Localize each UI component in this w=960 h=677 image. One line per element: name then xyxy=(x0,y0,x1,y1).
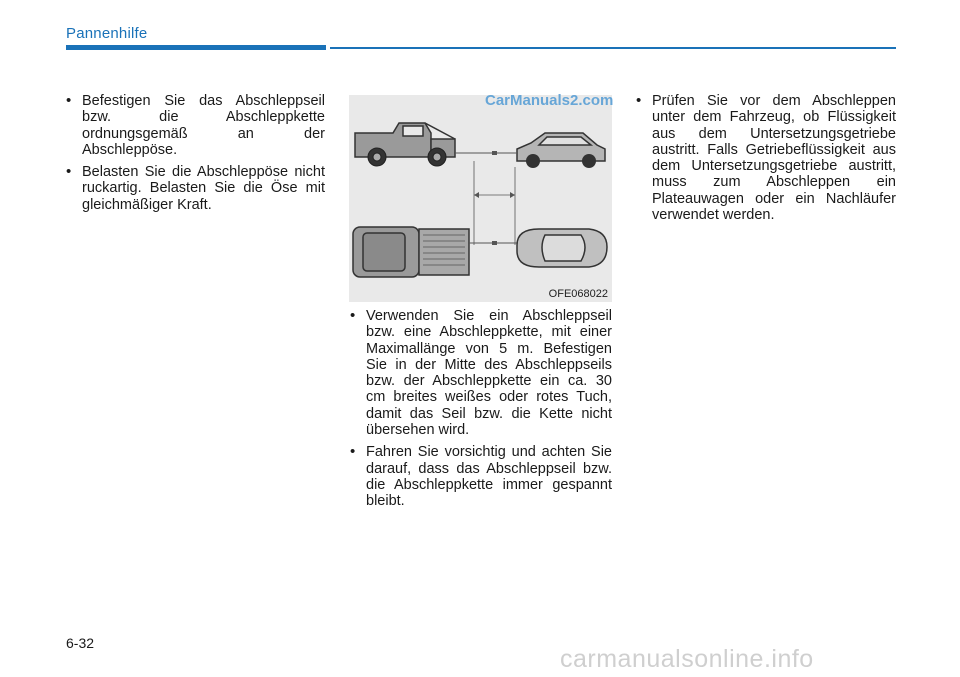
list-item: • Prüfen Sie vor dem Abschleppen unter dem Fahrzeug, ob Flüssigkeit aus dem Untersetzungsgetriebe austritt. Falls Getriebeflüssigkeit aus dem Untersetzungsgetriebe austritt, muss zum Abschleppen ein Plateauwagen oder ein Nachläufer verwendet werden. xyxy=(636,93,896,223)
header-rule-thick xyxy=(66,45,326,50)
tow-truck-top xyxy=(353,227,469,277)
list-item: • Belasten Sie die Abschleppöse nicht ruckartig. Belasten Sie die Öse mit gleichmäßiger Kraft. xyxy=(66,164,325,213)
footer-watermark: carmanualsonline.info xyxy=(560,645,814,673)
page-number: 6-32 xyxy=(66,635,95,651)
section-title: Pannenhilfe xyxy=(66,25,148,42)
watermark-carmanuals: CarManuals2.com xyxy=(485,92,614,109)
towed-car-top xyxy=(517,229,607,267)
bullet-list-1 xyxy=(66,93,325,213)
towing-figure xyxy=(349,95,612,302)
bullet-list-3 xyxy=(636,93,896,223)
column-3 xyxy=(636,93,896,229)
column-2 xyxy=(350,308,612,516)
column-1 xyxy=(66,93,325,219)
figure-code: OFE068022 xyxy=(548,288,608,300)
list-item: • Fahren Sie vorsichtig und achten Sie darauf, dass das Abschleppseil bzw. die Abschleppkette immer gespannt bleibt. xyxy=(350,444,612,509)
list-item: • Verwenden Sie ein Abschleppseil bzw. eine Abschleppkette, mit einer Maximallänge von 5 m. Befestigen Sie in der Mitte des Abschleppseils bzw. der Abschleppkette ein ca. 30 cm breites weißes oder rotes Tuch, damit das Seil bzw. die Kette nicht übersehen wird. xyxy=(350,308,612,438)
bullet-list-2 xyxy=(350,308,612,510)
header-rule-thin xyxy=(330,47,896,49)
towing-illustration xyxy=(349,95,612,302)
list-item: • Befestigen Sie das Abschleppseil bzw. die Abschleppkette ordnungsgemäß an der Abschleppöse. xyxy=(66,93,325,158)
